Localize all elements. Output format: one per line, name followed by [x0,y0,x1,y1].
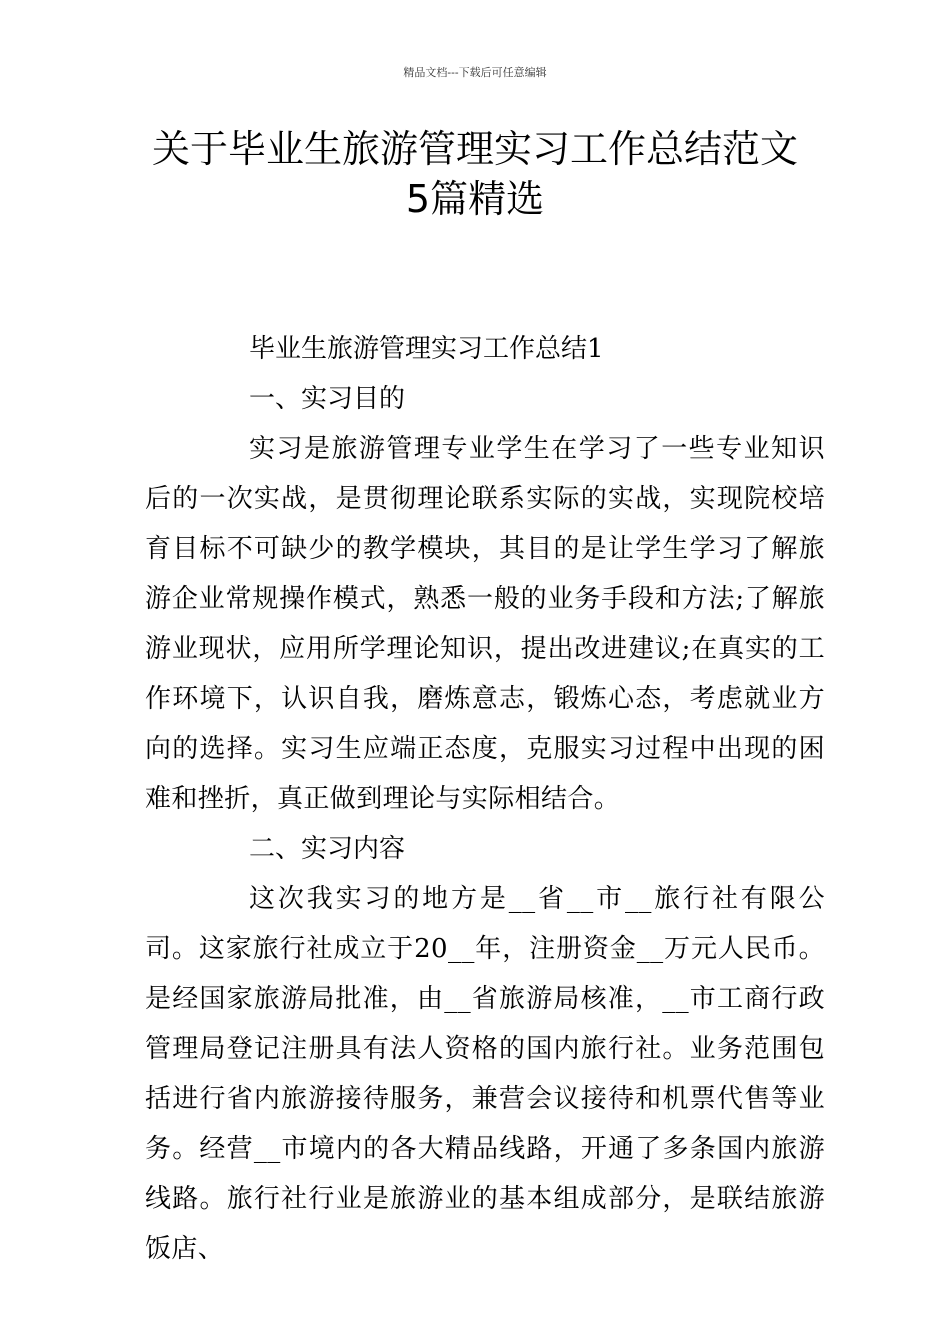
section-title: 毕业生旅游管理实习工作总结1 [249,334,604,364]
page-header: 精品文档---下载后可任意编辑 [403,66,547,79]
document-title-line-2: 5篇精选 [405,177,545,221]
document-title [0,124,950,224]
heading-internship-purpose: 一、实习目的 [249,384,406,414]
heading-internship-content: 二、实习内容 [249,834,406,864]
paragraph-internship-content: 这次我实习的地方是__省__市__旅行社有限公司。这家旅行社成立于20__年，注册资金__万元人民币。是经国家旅游局批准，由__省旅游局核准，__市工商行政管理局登记注册具有法人资格的国内旅行社。业务范围包括进行省内旅游接待服务，兼营会议接待和机票代售等业务。经营__市境内的各大精品线路，开通了多条国内旅游线路。旅行社行业是旅游业的基本组成部分，是联结旅游饭店、 [145,884,825,1264]
paragraph-internship-purpose: 实习是旅游管理专业学生在学习了一些专业知识后的一次实战，是贯彻理论联系实际的实战，实现院校培育目标不可缺少的教学模块，其目的是让学生学习了解旅游企业常规操作模式，熟悉一般的业务手段和方法;了解旅游业现状，应用所学理论知识，提出改进建议;在真实的工作环境下，认识自我，磨炼意志，锻炼心态，考虑就业方向的选择。实习生应端正态度，克服实习过程中出现的困难和挫折，真正做到理论与实际相结合。 [145,434,825,814]
document-body [145,324,825,1274]
document-title-line-1: 关于毕业生旅游管理实习工作总结范文 [151,127,798,171]
